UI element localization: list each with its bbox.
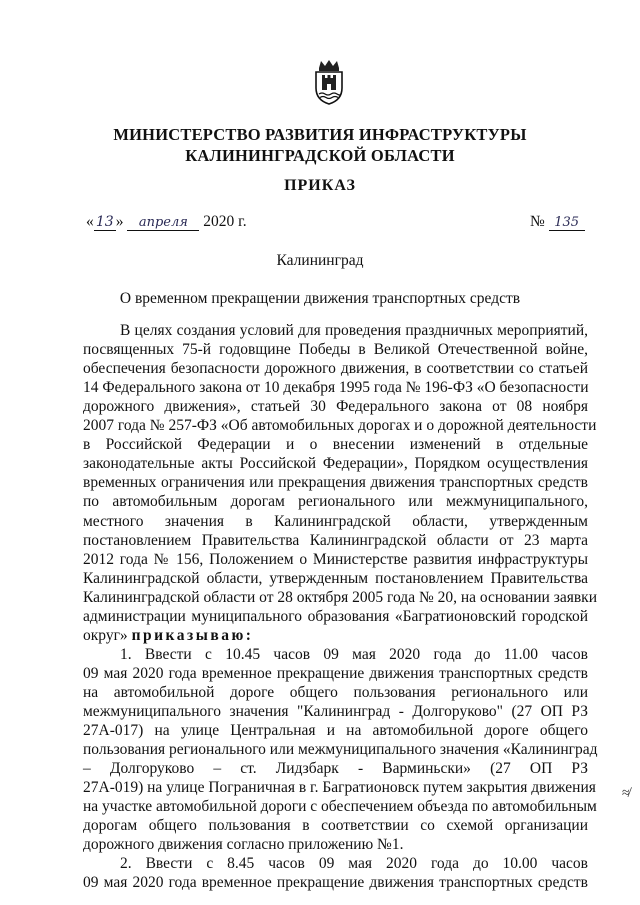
- body-line-text: 1. Ввести с 10.45 часов 09 мая 2020 года до 11.00 часов: [120, 645, 588, 663]
- body-line: [83, 359, 588, 378]
- body-line: [83, 531, 588, 550]
- body-line-text: 14 Федерального закона от 10 декабря 1995 года № 196-ФЗ «О безопасности: [83, 379, 589, 397]
- body-line-text: 09 мая 2020 года временное прекращение движения транспортных средств: [83, 664, 588, 682]
- date-year: 2020 г.: [203, 213, 247, 230]
- document-type: ПРИКАЗ: [284, 177, 356, 194]
- order-date: [86, 213, 247, 231]
- body-line: [83, 340, 588, 359]
- ministry-name-line2: КАЛИНИНГРАДСКОЙ ОБЛАСТИ: [185, 146, 455, 165]
- body-line-text: законодательные акты Российской Федерации», Порядком осуществления: [83, 455, 588, 473]
- body-line-text: В целях создания условий для проведения праздничных мероприятий,: [120, 322, 588, 339]
- body-line: [83, 797, 597, 816]
- body-line: [83, 435, 588, 454]
- order-number: [530, 213, 585, 231]
- body-line-text: в Российской Федерации и о внесении изменений в отдельные: [83, 436, 588, 454]
- body-line: [83, 702, 588, 721]
- date-quote-open: «: [86, 213, 94, 230]
- body-line: [83, 664, 588, 683]
- body-line: [83, 378, 588, 397]
- body-line: [83, 816, 588, 835]
- city: Калининград: [276, 252, 364, 269]
- body-line-text: дорожного движения», статьей 30 Федерального закона от 08 ноября: [83, 398, 588, 416]
- order-directive: приказываю:: [131, 626, 254, 644]
- body-line: [83, 492, 588, 511]
- body-line: [83, 454, 588, 473]
- body-line-text: постановлением Правительства Калининградской области от 23 марта: [83, 531, 588, 549]
- body-line-text: временных ограничения или прекращения движения транспортных средств: [83, 474, 588, 492]
- body-line: [83, 721, 588, 740]
- body-line: [120, 321, 588, 340]
- body-line: [83, 683, 588, 702]
- body-line-text: на участке автомобильной дороги с обеспечением объезда по автомобильным: [83, 798, 597, 816]
- body-line: [83, 873, 588, 892]
- body-line-text: 27А-019) на улице Пограничная в г. Багратионовск путем закрытия движения: [83, 779, 596, 797]
- margin-mark: ≉: [622, 786, 630, 801]
- body-line-text: Калининградской области, утвержденным постановлением Правительства: [83, 569, 588, 587]
- body-line: [83, 416, 597, 435]
- body-line-text: Калининградской области от 28 октября 2005 года № 20, на основании заявки: [83, 588, 597, 606]
- body-line-text: дорогам общего пользования в соответствии со схемой организации: [83, 817, 588, 835]
- body-line: [83, 607, 588, 626]
- date-month: апреля: [127, 215, 199, 231]
- ministry-name-line1: МИНИСТЕРСТВО РАЗВИТИЯ ИНФРАСТРУКТУРЫ: [113, 125, 527, 144]
- body-line: [120, 645, 588, 664]
- body-line: [83, 397, 588, 416]
- body-line-text: 2012 года № 156, Положением о Министерстве развития инфраструктуры: [83, 550, 588, 568]
- body-line-text: дорожного движения согласно приложению №1.: [83, 836, 404, 854]
- date-day: 13: [94, 214, 116, 231]
- body-line-text: межмуниципального значения "Калининград - Долгоруково" (27 ОП РЗ: [83, 703, 588, 720]
- body-line-text: посвященных 75-й годовщине Победы в Великой Отечественной войне,: [83, 341, 588, 359]
- body-line: [83, 569, 588, 588]
- body-line: [120, 854, 588, 873]
- body-line-text: пользования регионального или межмуниципального значения «Калининград: [83, 741, 598, 759]
- body-line-text: обеспечения безопасности дорожного движения, в соответствии со статьей: [83, 360, 588, 378]
- body-line: [83, 759, 588, 778]
- body-line: [83, 588, 597, 607]
- body-line-text: 09 мая 2020 года временное прекращение движения транспортных средств: [83, 874, 588, 892]
- body-line: [83, 626, 588, 645]
- order-subject: О временном прекращении движения транспортных средств: [119, 290, 521, 307]
- body-line-text: на автомобильной дороге общего пользования регионального или: [83, 683, 588, 701]
- body-line-text: 2. Ввести с 8.45 часов 09 мая 2020 года до 10.00 часов: [120, 855, 588, 873]
- body-line: [83, 550, 588, 569]
- number-value: 135: [549, 215, 585, 231]
- body-line-text: по автомобильным дорогам регионального или межмуниципального,: [83, 493, 588, 511]
- body-line-text: 2007 года № 257-ФЗ «Об автомобильных дорогах и о дорожной деятельности: [83, 417, 597, 435]
- body-line-text: округ»: [83, 626, 128, 644]
- body-line-text: местного значения в Калининградской области, утвержденным: [83, 512, 588, 530]
- body-line: [83, 512, 588, 531]
- body-line-text: – Долгоруково – ст. Лидзбарк - Варминьски» (27 ОП РЗ: [83, 760, 588, 778]
- body-line: [83, 835, 588, 854]
- body-line: [83, 473, 588, 492]
- body-line: [83, 740, 598, 759]
- date-quote-close: »: [115, 213, 124, 230]
- body-line-text: 27А-017) на улице Центральная и на автомобильной дороге общего: [83, 722, 588, 740]
- coat-of-arms-icon: [311, 58, 347, 106]
- body-line: [83, 778, 596, 797]
- body-line-text: администрации муниципального образования «Багратионовский городской: [83, 607, 588, 625]
- number-sign: №: [530, 213, 545, 230]
